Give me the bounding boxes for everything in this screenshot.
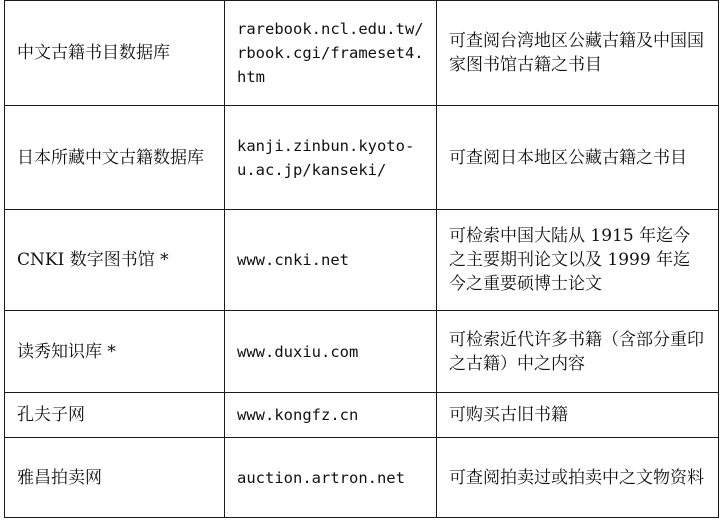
database-url: auction.artron.net (225, 438, 437, 518)
database-url: www.kongfz.cn (225, 393, 437, 438)
table-row (5, 1, 719, 106)
database-url: rarebook.ncl.edu.tw/rbook.cgi/frameset4.htm (225, 1, 437, 106)
table-row (5, 311, 719, 393)
database-url: kanji.zinbun.kyoto-u.ac.jp/kanseki/ (225, 106, 437, 210)
database-table (4, 0, 719, 518)
database-name: 中文古籍书目数据库 (5, 1, 225, 106)
database-description: 可查阅日本地区公藏古籍之书目 (437, 106, 719, 210)
database-description: 可检索近代许多书籍（含部分重印之古籍）中之内容 (437, 311, 719, 393)
database-name: CNKI 数字图书馆 * (5, 210, 225, 311)
database-description: 可查阅拍卖过或拍卖中之文物资料 (437, 438, 719, 518)
database-url: www.duxiu.com (225, 311, 437, 393)
database-name: 日本所藏中文古籍数据库 (5, 106, 225, 210)
database-description: 可查阅台湾地区公藏古籍及中国国家图书馆古籍之书目 (437, 1, 719, 106)
database-name: 读秀知识库 * (5, 311, 225, 393)
table-row (5, 393, 719, 438)
table-row (5, 210, 719, 311)
database-name: 孔夫子网 (5, 393, 225, 438)
table-row (5, 106, 719, 210)
database-description: 可购买古旧书籍 (437, 393, 719, 438)
database-url: www.cnki.net (225, 210, 437, 311)
database-description: 可检索中国大陆从 1915 年迄今之主要期刊论文以及 1999 年迄今之重要硕博士论文 (437, 210, 719, 311)
table-row (5, 438, 719, 518)
database-name: 雅昌拍卖网 (5, 438, 225, 518)
